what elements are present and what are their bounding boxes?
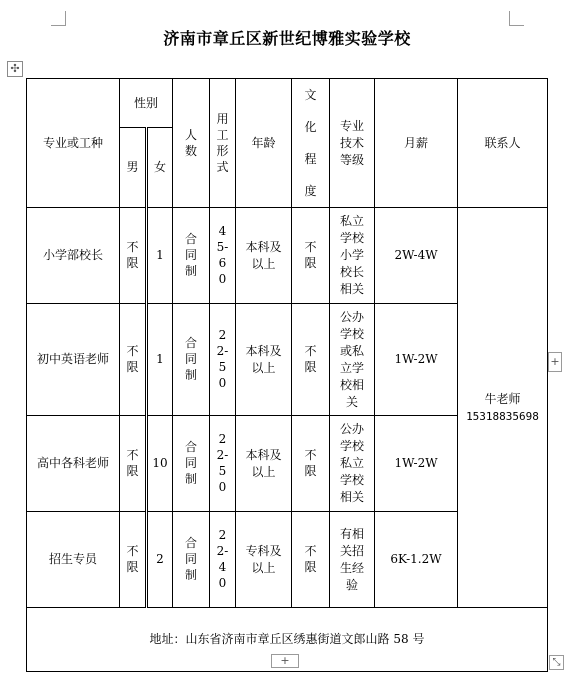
cell-salary: 6K-1.2W xyxy=(375,512,458,608)
cell-salary: 2W-4W xyxy=(375,208,458,304)
cell-qualification: 公办学校私立学校相关 xyxy=(330,416,375,512)
cell-major: 初中英语老师 xyxy=(27,304,120,416)
cell-salary: 1W-2W xyxy=(375,416,458,512)
table-move-handle-icon[interactable]: ✣ xyxy=(7,61,23,77)
cell-salary: 1W-2W xyxy=(375,304,458,416)
cell-count: 2 xyxy=(147,512,173,608)
header-major: 专业或工种 xyxy=(27,79,120,208)
header-male: 男 xyxy=(120,128,147,208)
cell-qualification: 有相关招生经验 xyxy=(330,512,375,608)
cell-count: 1 xyxy=(147,304,173,416)
cell-count: 1 xyxy=(147,208,173,304)
address-row: 地址：山东省济南市章丘区绣惠街道文郎山路 58 号 xyxy=(27,608,548,672)
cell-qualification: 私立学校小学校长相关 xyxy=(330,208,375,304)
contact-name: 牛老师 xyxy=(484,391,521,406)
cell-major: 招生专员 xyxy=(27,512,120,608)
contact-phone: 15318835698 xyxy=(466,409,539,423)
header-count: 人数 xyxy=(173,79,210,208)
header-age: 年龄 xyxy=(236,79,292,208)
add-column-icon[interactable]: + xyxy=(548,352,562,372)
table-row xyxy=(27,208,548,304)
header-qualification: 专业技术等级 xyxy=(330,79,375,208)
cell-major: 高中各科老师 xyxy=(27,416,120,512)
cell-male: 不限 xyxy=(120,416,147,512)
cell-employment: 合同制 xyxy=(173,208,210,304)
cell-male: 不限 xyxy=(120,512,147,608)
cell-employment: 合同制 xyxy=(173,416,210,512)
add-row-icon[interactable]: + xyxy=(271,654,299,668)
cell-qualification: 公办学校或私立学校相关 xyxy=(330,304,375,416)
cell-age: 22-50 xyxy=(210,416,236,512)
cell-male: 不限 xyxy=(120,304,147,416)
document-title: 济南市章丘区新世纪博雅实验学校 xyxy=(163,29,411,48)
cell-education: 本科及以上 xyxy=(236,304,292,416)
cell-education: 本科及以上 xyxy=(236,416,292,512)
cell-employment: 合同制 xyxy=(173,304,210,416)
page-corner-mark-top-left xyxy=(51,11,66,26)
cell-education: 本科及以上 xyxy=(236,208,292,304)
header-education: 文化程度 xyxy=(292,79,330,208)
cell-age: 45-60 xyxy=(210,208,236,304)
table-resize-icon[interactable]: ⤡ xyxy=(549,655,564,670)
header-employment: 用工形式 xyxy=(210,79,236,208)
cell-edu-req: 不限 xyxy=(292,304,330,416)
cell-education: 专科及以上 xyxy=(236,512,292,608)
page-corner-mark-top-right xyxy=(509,11,524,26)
header-salary: 月薪 xyxy=(375,79,458,208)
cell-edu-req: 不限 xyxy=(292,208,330,304)
recruitment-table xyxy=(26,78,548,672)
cell-employment: 合同制 xyxy=(173,512,210,608)
cell-edu-req: 不限 xyxy=(292,416,330,512)
header-gender: 性别 xyxy=(120,79,173,128)
cell-age: 22-50 xyxy=(210,304,236,416)
cell-male: 不限 xyxy=(120,208,147,304)
cell-contact xyxy=(458,208,548,608)
cell-major: 小学部校长 xyxy=(27,208,120,304)
cell-count: 10 xyxy=(147,416,173,512)
header-contact: 联系人 xyxy=(458,79,548,208)
cell-edu-req: 不限 xyxy=(292,512,330,608)
header-female: 女 xyxy=(147,128,173,208)
cell-age: 22-40 xyxy=(210,512,236,608)
